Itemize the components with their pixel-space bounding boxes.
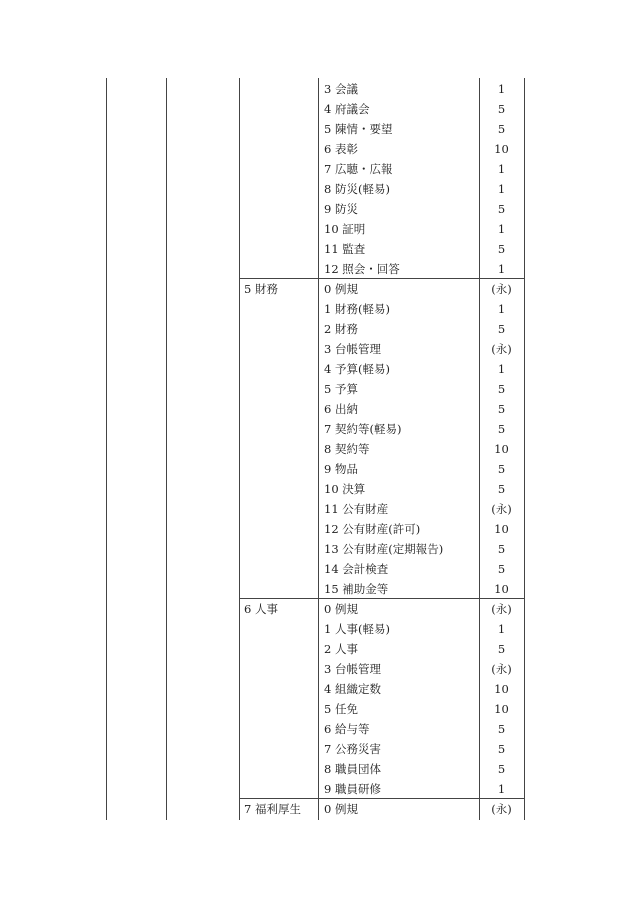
retention-years: 10 xyxy=(494,522,509,536)
item-label: 1 人事(軽易) xyxy=(324,622,390,636)
item-label: 12 照会・回答 xyxy=(324,262,400,276)
column-rule xyxy=(524,78,525,820)
retention-years: 1 xyxy=(497,302,506,316)
item-label: 4 予算(軽易) xyxy=(324,362,390,376)
column-rule xyxy=(239,78,240,820)
item-label: 9 防災 xyxy=(324,202,358,216)
category-label: 5 財務 xyxy=(244,282,278,296)
retention-years: 5 xyxy=(497,742,506,756)
retention-years: 5 xyxy=(497,462,506,476)
retention-years: (永) xyxy=(491,502,512,516)
item-label: 10 決算 xyxy=(324,482,366,496)
retention-years: (永) xyxy=(491,342,512,356)
retention-years: (永) xyxy=(491,662,512,676)
item-label: 6 表彰 xyxy=(324,142,358,156)
item-label: 3 台帳管理 xyxy=(324,342,381,356)
retention-years: (永) xyxy=(491,282,512,296)
item-label: 14 会計検査 xyxy=(324,562,389,576)
retention-years: 5 xyxy=(497,642,506,656)
item-label: 12 公有財産(許可) xyxy=(324,522,421,536)
column-rule xyxy=(106,78,107,820)
item-label: 0 例規 xyxy=(324,802,358,816)
retention-years: 1 xyxy=(497,262,506,276)
item-label: 8 職員団体 xyxy=(324,762,381,776)
retention-years: 1 xyxy=(497,782,506,796)
item-label: 11 公有財産 xyxy=(324,502,389,516)
item-label: 8 契約等 xyxy=(324,442,370,456)
item-label: 5 任免 xyxy=(324,702,358,716)
item-label: 1 財務(軽易) xyxy=(324,302,390,316)
retention-years: 1 xyxy=(497,622,506,636)
item-label: 7 公務災害 xyxy=(324,742,381,756)
item-label: 7 契約等(軽易) xyxy=(324,422,402,436)
item-label: 10 証明 xyxy=(324,222,366,236)
retention-years: 1 xyxy=(497,162,506,176)
item-label: 2 人事 xyxy=(324,642,358,656)
item-label: 6 給与等 xyxy=(324,722,370,736)
retention-years: 5 xyxy=(497,322,506,336)
retention-years: 5 xyxy=(497,382,506,396)
item-label: 0 例規 xyxy=(324,602,358,616)
retention-years: 5 xyxy=(497,542,506,556)
item-label: 9 物品 xyxy=(324,462,358,476)
item-label: 8 防災(軽易) xyxy=(324,182,390,196)
retention-years: 1 xyxy=(497,82,506,96)
retention-years: 5 xyxy=(497,242,506,256)
retention-years: 5 xyxy=(497,402,506,416)
category-label: 6 人事 xyxy=(244,602,278,616)
column-rule xyxy=(166,78,167,820)
retention-years: 10 xyxy=(494,582,509,596)
retention-years: 5 xyxy=(497,422,506,436)
retention-years: 1 xyxy=(497,222,506,236)
retention-years: 1 xyxy=(497,362,506,376)
category-label: 7 福利厚生 xyxy=(244,802,301,816)
item-label: 15 補助金等 xyxy=(324,582,389,596)
item-label: 3 台帳管理 xyxy=(324,662,381,676)
retention-years: 10 xyxy=(494,682,509,696)
item-label: 3 会議 xyxy=(324,82,358,96)
retention-years: 10 xyxy=(494,442,509,456)
item-label: 5 予算 xyxy=(324,382,358,396)
retention-years: (永) xyxy=(491,602,512,616)
item-label: 4 府議会 xyxy=(324,102,370,116)
item-label: 6 出納 xyxy=(324,402,358,416)
retention-years: 1 xyxy=(497,182,506,196)
item-label: 5 陳情・要望 xyxy=(324,122,393,136)
retention-years: 10 xyxy=(494,702,509,716)
retention-years: 5 xyxy=(497,202,506,216)
retention-years: 5 xyxy=(497,562,506,576)
item-label: 7 広聴・広報 xyxy=(324,162,393,176)
retention-years: 5 xyxy=(497,102,506,116)
retention-years: (永) xyxy=(491,802,512,816)
item-label: 13 公有財産(定期報告) xyxy=(324,542,444,556)
retention-years: 5 xyxy=(497,482,506,496)
item-label: 9 職員研修 xyxy=(324,782,381,796)
column-rule xyxy=(318,78,319,820)
item-label: 0 例規 xyxy=(324,282,358,296)
retention-years: 5 xyxy=(497,762,506,776)
item-label: 2 財務 xyxy=(324,322,358,336)
retention-years: 5 xyxy=(497,122,506,136)
retention-years: 5 xyxy=(497,722,506,736)
retention-years: 10 xyxy=(494,142,509,156)
item-label: 11 監査 xyxy=(324,242,366,256)
item-label: 4 組織定数 xyxy=(324,682,381,696)
